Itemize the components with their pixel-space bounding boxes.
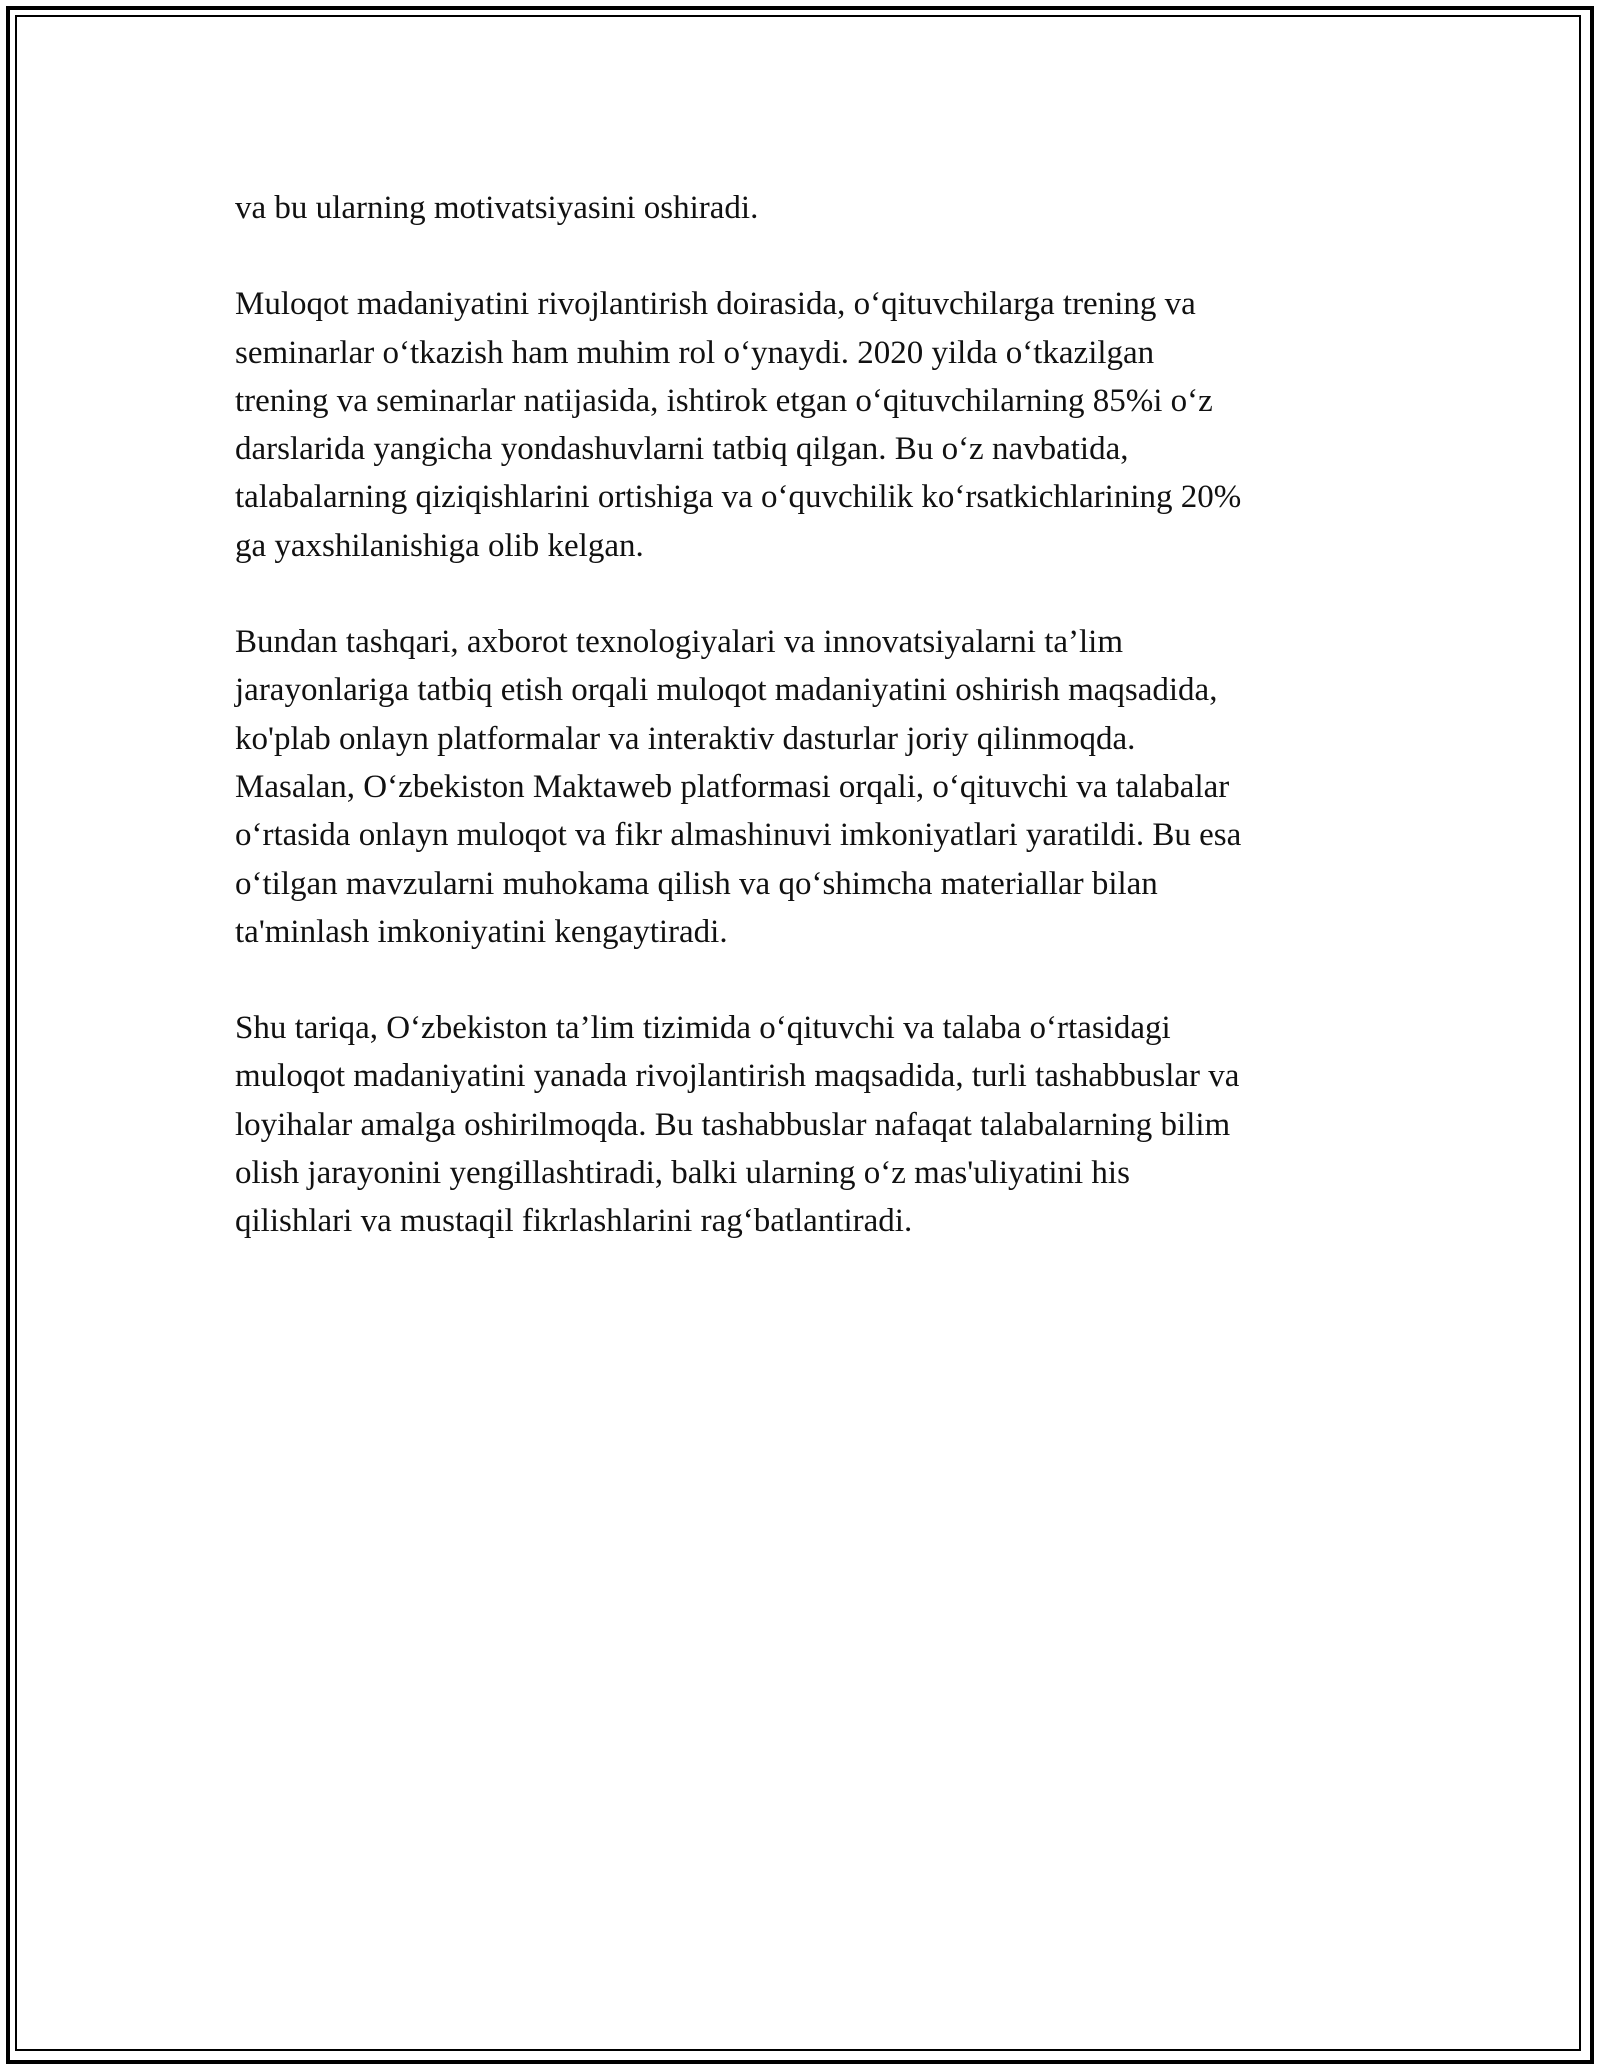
paragraph-4: Shu tariqa, O‘zbekiston ta’lim tizimida o‘qituvchi va talaba o‘rtasidagi muloqot madaniyatini yanada rivojlantirish maqsadida, turli tashabbuslar va loyihalar amalga oshirilmoqda. Bu tashabbuslar nafaqat talabalarning bilim olish jarayonini yengillashtiradi, balki ularning o‘z mas'uliyatini his qilishlari va mustaqil fikrlashlarini rag‘batlantiradi. [235, 1010, 1240, 1240]
paragraph-2: Muloqot madaniyatini rivojlantirish doirasida, o‘qituvchilarga trening va seminarlar o‘tkazish ham muhim rol o‘ynaydi. 2020 yilda o‘tkazilgan trening va seminarlar natijasida, ishtirok etgan o‘qituvchilarning 85%i o‘z darslarida yangicha yondashuvlarni tatbiq qilgan. Bu o‘z navbatida, talabalarning qiziqishlarini ortishiga va o‘quvchilik ko‘rsatkichlarining 20% ga yaxshilanishiga olib kelgan. [235, 286, 1242, 564]
document-body [235, 184, 1365, 1294]
paragraph-3: Bundan tashqari, axborot texnologiyalari va innovatsiyalarni ta’lim jarayonlariga tatbiq etish orqali muloqot madaniyatini oshirish maqsadida, ko'plab onlayn platformalar va interaktiv dasturlar joriy qilinmoqda. Masalan, O‘zbekiston Maktaweb platformasi orqali, o‘qituvchi va talabalar o‘rtasida onlayn muloqot va fikr almashinuvi imkoniyatlari yaratildi. Bu esa o‘tilgan mavzularni muhokama qilish va qo‘shimcha materiallar bilan ta'minlash imkoniyatini kengaytiradi. [235, 624, 1242, 950]
paragraph-1: va bu ularning motivatsiyasini oshiradi. [235, 190, 759, 226]
